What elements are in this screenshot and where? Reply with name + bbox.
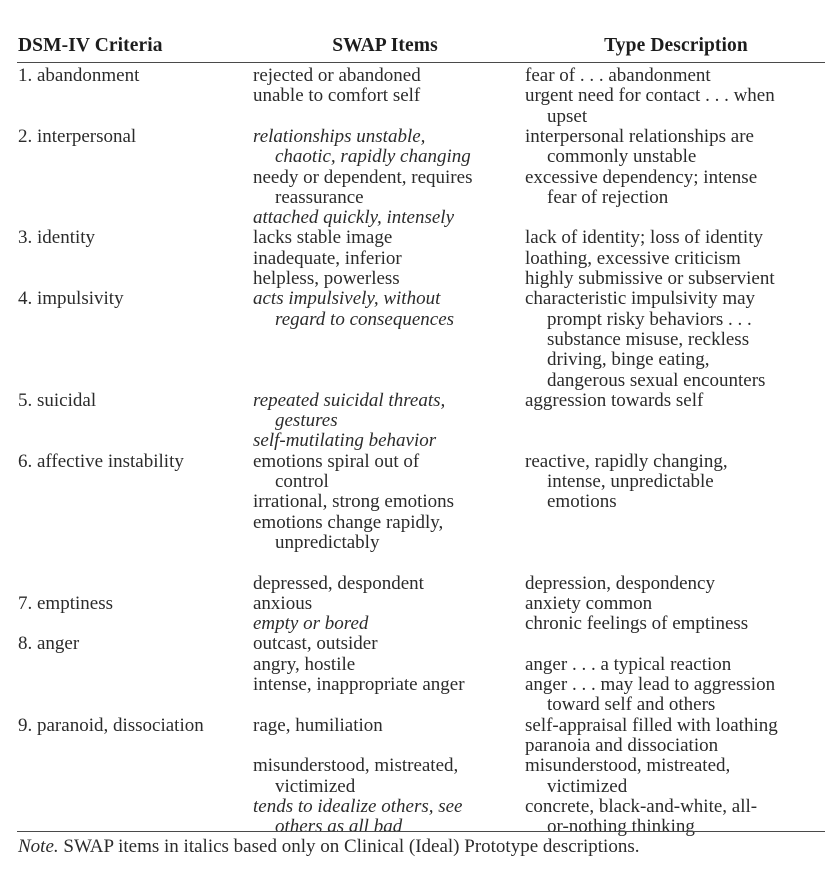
swap-item-line: emotions change rapidly, [253, 511, 444, 533]
table-note [18, 836, 828, 858]
type-description-line: fear of . . . abandonment [525, 65, 711, 86]
criteria-line: 2. interpersonal [18, 125, 137, 147]
criteria-line: 5. suicidal [18, 389, 97, 411]
swap-item-line: angry, hostile [253, 653, 356, 675]
criteria-line: 8. anger [18, 633, 80, 655]
type-description-line: lack of identity; loss of identity [525, 227, 763, 249]
type-description-line: aggression towards self [525, 389, 704, 411]
swap-item-line: empty or bored [253, 613, 369, 635]
swap-item-line: helpless, powerless [253, 268, 400, 289]
type-description-line: anger . . . may lead to aggression [525, 674, 776, 695]
note-text: SWAP items in italics based only on Clinical (Ideal) Prototype descriptions. [58, 836, 640, 857]
type-description-line: fear of rejection [547, 186, 669, 208]
swap-item-line: inadequate, inferior [253, 247, 402, 269]
swap-item-line: chaotic, rapidly changing [275, 146, 471, 168]
swap-item-line: rejected or abandoned [253, 65, 421, 86]
note-label: Note. [18, 836, 59, 857]
swap-item-line: repeated suicidal threats, [253, 389, 446, 411]
swap-item-line: regard to consequences [275, 308, 455, 330]
type-description-line: toward self and others [547, 694, 716, 716]
type-description-line: victimized [547, 775, 628, 797]
swap-item-line: reassurance [275, 186, 364, 208]
type-description-line: self-appraisal filled with loathing [525, 714, 778, 736]
type-description-line: emotions [547, 491, 617, 513]
column-header-swap-items: SWAP Items [332, 35, 438, 56]
swap-item-line: others as all bad [275, 816, 403, 838]
type-description-line: prompt risky behaviors . . . [547, 308, 752, 330]
footer-rule [17, 831, 825, 832]
table-header-row [0, 36, 840, 58]
swap-item-line: misunderstood, mistreated, [253, 755, 459, 777]
type-description-line: commonly unstable [547, 146, 697, 168]
swap-item-line: attached quickly, intensely [253, 207, 455, 229]
type-description-line: characteristic impulsivity may [525, 288, 756, 310]
type-description-line: anger . . . a typical reaction [525, 653, 732, 675]
type-description-line: intense, unpredictable [547, 471, 714, 492]
type-description-line: dangerous sexual encounters [547, 369, 766, 391]
type-description-line: driving, binge eating, [547, 349, 710, 371]
swap-item-line: unable to comfort self [253, 85, 421, 107]
swap-item-line: intense, inappropriate anger [253, 674, 465, 695]
criteria-line: 6. affective instability [18, 450, 184, 472]
type-description-line: interpersonal relationships are [525, 125, 754, 147]
criteria-line: 4. impulsivity [18, 288, 124, 310]
criteria-line: 9. paranoid, dissociation [18, 714, 204, 736]
type-description-line: loathing, excessive criticism [525, 247, 741, 269]
type-description-line: chronic feelings of emptiness [525, 613, 749, 635]
type-description-line: substance misuse, reckless [547, 328, 750, 350]
column-header-type-description: Type Description [604, 35, 748, 56]
swap-item-line: outcast, outsider [253, 633, 378, 655]
swap-item-line: victimized [275, 775, 356, 797]
column-header-dsm-iv-criteria: DSM-IV Criteria [18, 35, 163, 56]
swap-item-line: unpredictably [275, 531, 380, 553]
swap-item-line: lacks stable image [253, 227, 393, 249]
type-description-line: or-nothing thinking [547, 816, 695, 838]
swap-item-line: emotions spiral out of [253, 450, 420, 472]
type-description-line: concrete, black-and-white, all- [525, 795, 758, 817]
type-description-line: highly submissive or subservient [525, 268, 775, 289]
type-description-line: excessive dependency; intense [525, 166, 758, 188]
type-description-line: upset [547, 105, 588, 127]
type-description-line: misunderstood, mistreated, [525, 755, 731, 777]
criteria-line: 1. abandonment [18, 65, 140, 86]
type-description-line: reactive, rapidly changing, [525, 450, 728, 472]
swap-item-line: self-mutilating behavior [253, 430, 437, 452]
swap-item-line: irrational, strong emotions [253, 491, 455, 513]
swap-item-line: needy or dependent, requires [253, 166, 473, 188]
header-rule [17, 62, 825, 63]
swap-item-line: depressed, despondent [253, 572, 424, 594]
swap-item-line: acts impulsively, without [253, 288, 441, 310]
swap-item-line: relationships unstable, [253, 125, 426, 147]
swap-item-line: anxious [253, 592, 313, 614]
criteria-line: 3. identity [18, 227, 96, 249]
criteria-line: 7. emptiness [18, 592, 113, 614]
type-description-line: paranoia and dissociation [525, 734, 719, 756]
type-description-line: depression, despondency [525, 572, 715, 594]
swap-item-line: rage, humiliation [253, 714, 383, 736]
type-description-line: anxiety common [525, 592, 653, 614]
swap-item-line: control [275, 471, 329, 492]
type-description-line: urgent need for contact . . . when [525, 85, 775, 107]
swap-item-line: gestures [275, 410, 338, 432]
swap-item-line: tends to idealize others, see [253, 795, 463, 817]
